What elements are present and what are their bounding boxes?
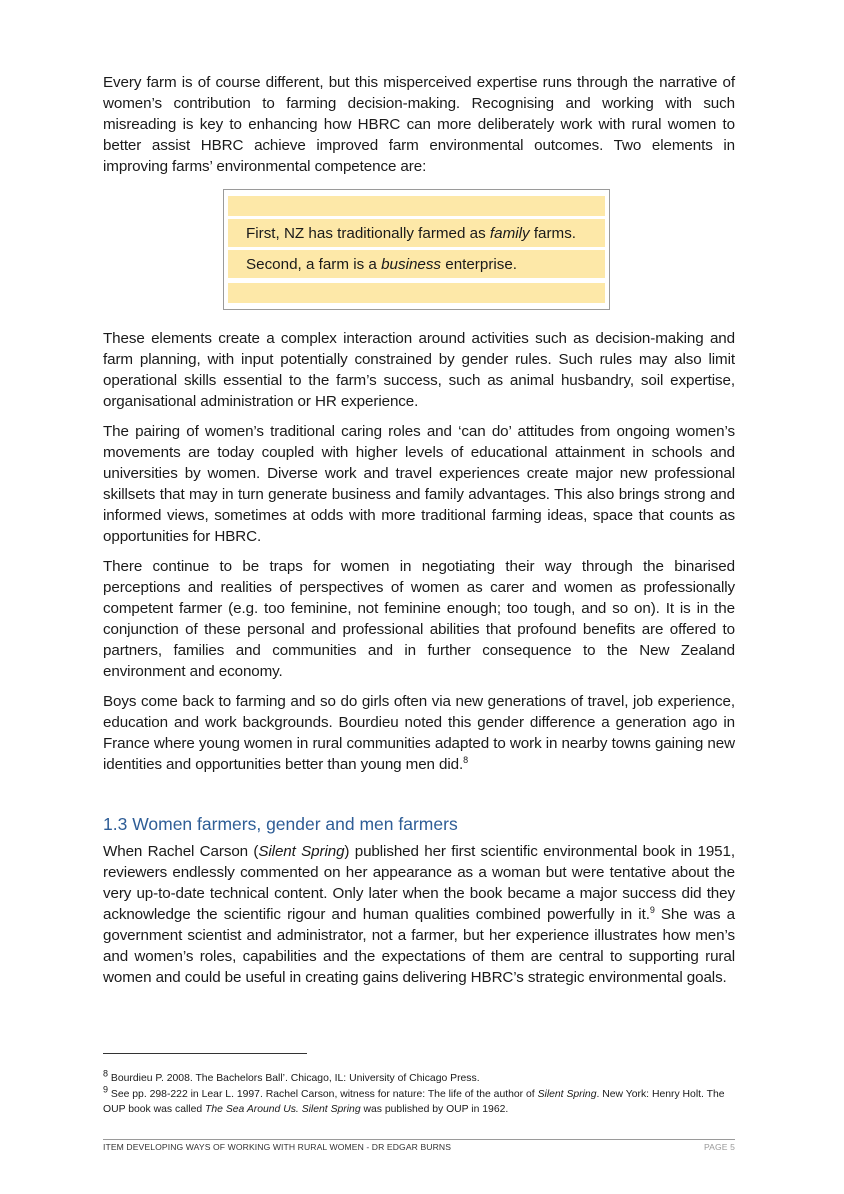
callout-band-top [228,196,605,216]
footnote-9: $^9$ See pp. 298-222 in Lear L. 1997. Rachel Carson, witness for nature: The life of the author of Silent Spring. New York: Henry Holt. The OUP book was called The Sea Around Us. Silent Spring was published by OUP in 1962. [103,1084,725,1115]
section-heading: 1.3 Women farmers, gender and men farmers [103,814,458,834]
callout-line-family: First, NZ has traditionally farmed as family farms. [228,219,605,247]
footer-document-title: ITEM DEVELOPING WAYS OF WORKING WITH RURAL WOMEN - DR EDGAR BURNS [103,1142,452,1152]
paragraph-traps: There continue to be traps for women in negotiating their way through the binarised perceptions and realities of perspectives of women as carer and women as professionally competent farmer (e.g. too feminine, not feminine enough; too tough, and so on). It is in the conjunction of these personal and professional abilities that profound benefits are offered to partners, families and communities and in further consequence to the New Zealand environment and economy. [103,558,735,680]
page-body [103,72,735,997]
paragraph-pairing: The pairing of women’s traditional caring roles and ‘can do’ attitudes from ongoing women’s movements are today coupled with higher levels of educational attainment in schools and universities by women. Diverse work and travel experiences create major new professional skillsets that may in turn generate business and family advantages. This also brings strong and informed views, sometimes at odds with more traditional farming ideas, space that counts as opportunities for HBRC. [103,423,735,545]
page-footer [103,1139,735,1152]
footnote-ref-8[interactable]: 8 [463,754,468,765]
paragraph-intro: Every farm is of course different, but this misperceived expertise runs through the narrative of women’s contribution to farming decision-making. Recognising and working with such misreading is key to enhancing how HBRC can more deliberately work with rural women to better assist HBRC achieve improved farm environmental outcomes. Two elements in improving farms’ environmental competence are: [103,74,735,175]
footnote-ref-9[interactable]: 9 [649,904,655,915]
footnotes [103,1068,735,1118]
paragraph-boys-girls: Boys come back to farming and so do girls often via new generations of travel, job experience, education and work backgrounds. Bourdieu noted this gender difference a generation ago in France where young women in rural communities adapted to work in nearby towns gaining new identities and opportunities better than young men did.$^8$ [103,693,735,773]
paragraph-elements: These elements create a complex interaction around activities such as decision-making and farm planning, with input potentially constrained by gender rules. Such rules may also limit operational skills essential to the farm’s success, such as animal husbandry, soil expertise, organisational administration or HR experience. [103,330,735,410]
paragraph-carson: When Rachel Carson (Silent Spring) published her first scientific environmental book in 1951, reviewers endlessly commented on her appearance as a woman but were tentative about the very up-to-date technical content. Only later when the book became a major success did they acknowledge the scientific rigour and human qualities combined powerfully in it.$^9$ She was a government scientist and administrator, not a farmer, but her experience illustrates how men’s and women’s roles, capabilities and the expectations of them are central to supporting rural women and could be useful in creating gains delivering HBRC’s strategic environmental goals. [103,843,736,986]
callout-band-bottom [228,283,605,303]
footnote-divider [103,1053,307,1054]
callout-box [223,189,610,310]
footer-page-number: PAGE 5 [703,1142,735,1152]
footnote-8: $^8$ Bourdieu P. 2008. The Bachelors Ball’. Chicago, IL: University of Chicago Press. [103,1068,480,1084]
callout-line-business: Second, a farm is a business enterprise. [228,250,605,278]
